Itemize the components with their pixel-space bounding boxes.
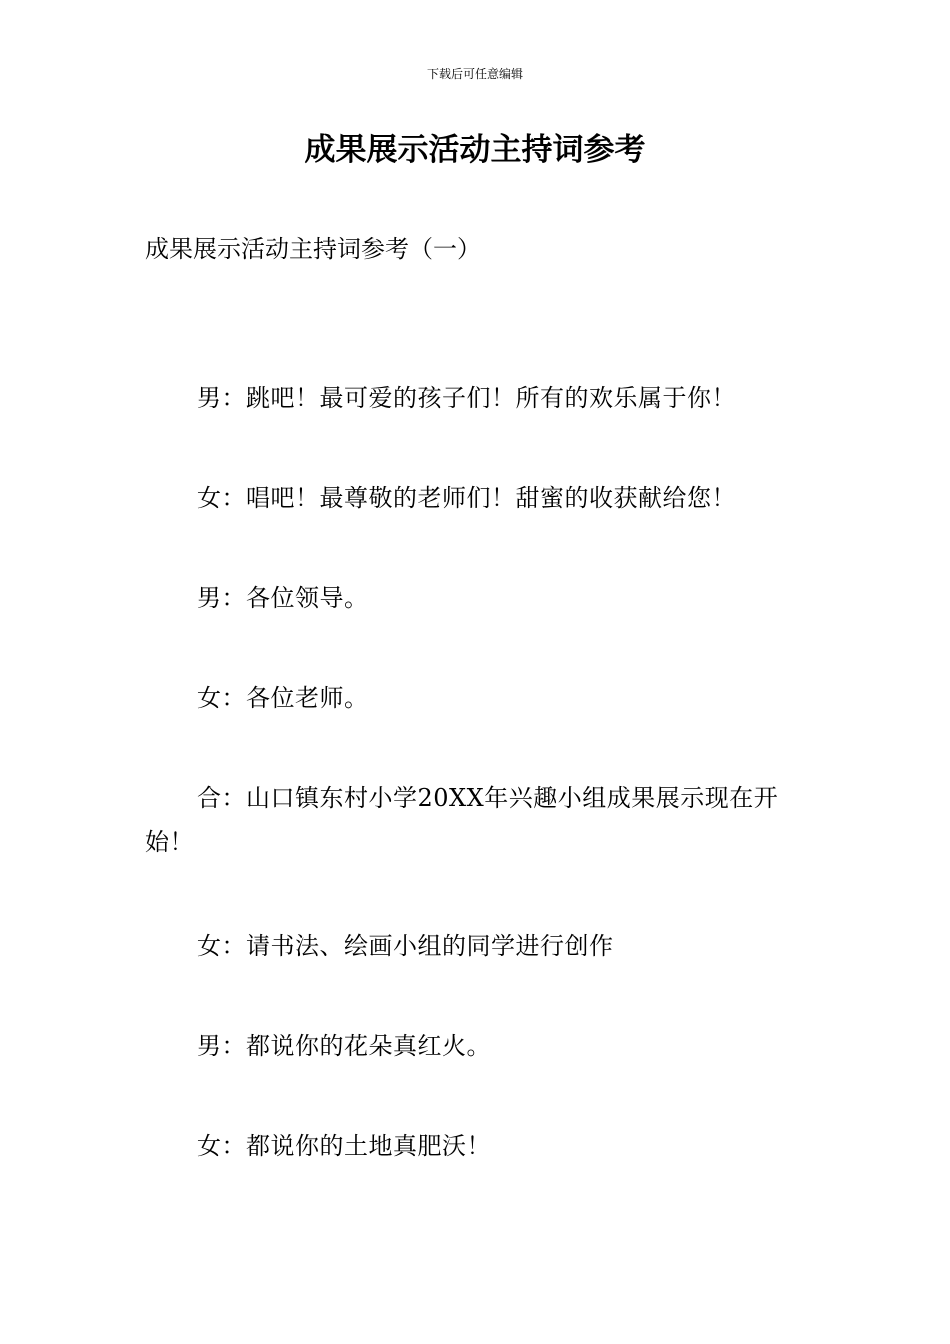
paragraph-3: 男：各位领导。 — [197, 584, 369, 612]
paragraph-6: 女：请书法、绘画小组的同学进行创作 — [197, 932, 614, 960]
paragraph-5: 合：山口镇东村小学20XX年兴趣小组成果展示现在开始！ — [145, 784, 779, 856]
section-heading: 成果展示活动主持词参考（一） — [145, 235, 481, 263]
paragraph-4: 女：各位老师。 — [197, 684, 369, 712]
document-title: 成果展示活动主持词参考 — [304, 132, 646, 168]
header-note: 下载后可任意编辑 — [426, 67, 523, 81]
paragraph-1: 男：跳吧！最可爱的孩子们！所有的欢乐属于你！ — [197, 384, 736, 412]
paragraph-8: 女：都说你的土地真肥沃！ — [197, 1132, 491, 1160]
paragraph-7: 男：都说你的花朵真红火。 — [197, 1032, 491, 1060]
paragraph-2: 女：唱吧！最尊敬的老师们！甜蜜的收获献给您！ — [197, 484, 736, 512]
